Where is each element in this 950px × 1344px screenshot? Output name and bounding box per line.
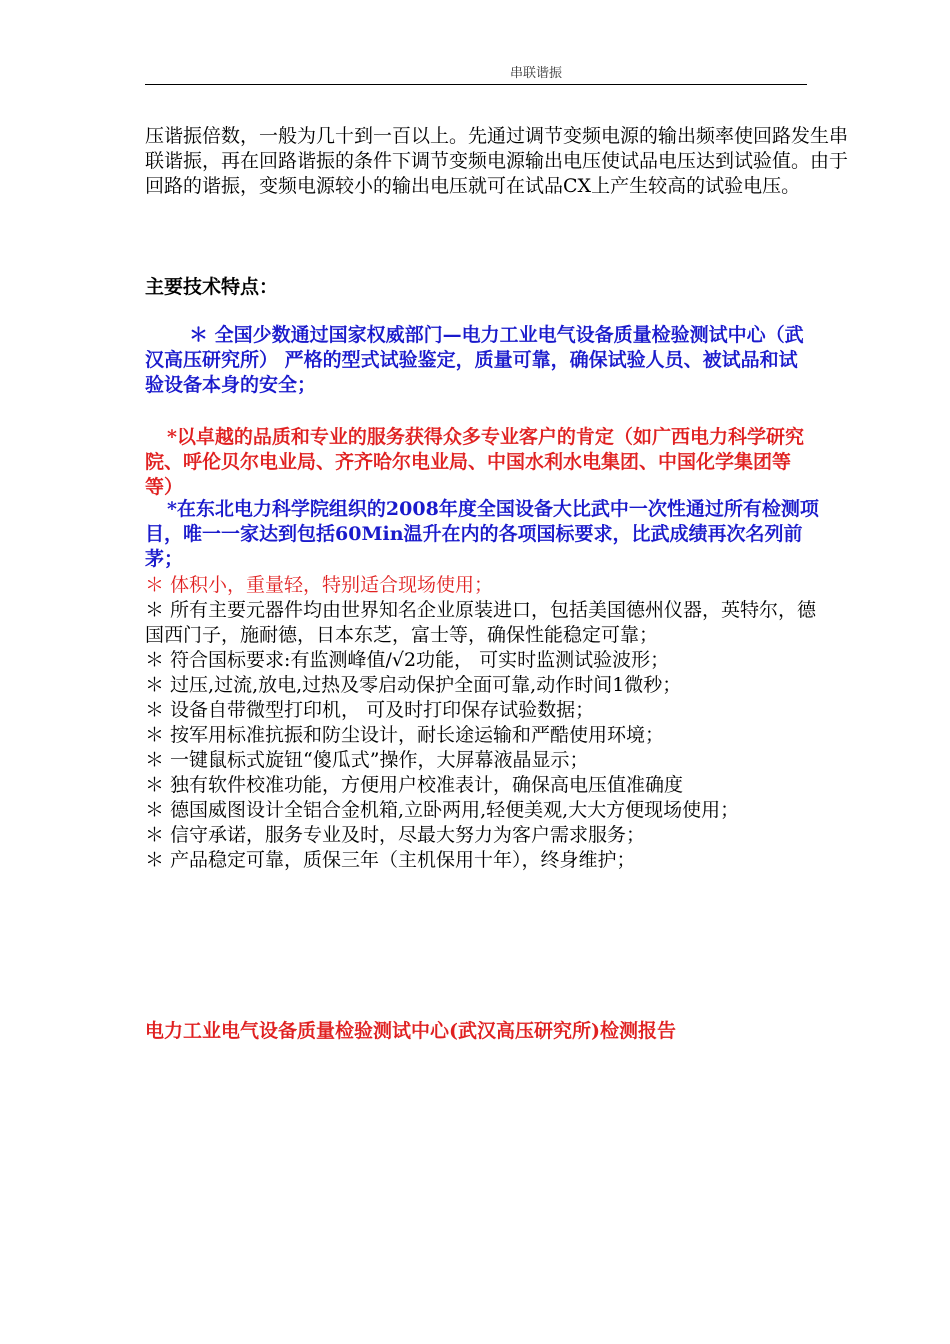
list-item: ＊ 独有软件校准功能，方便用户校准表计，确保高电压值准确度 — [145, 774, 684, 796]
list-item: ＊ 按军用标准抗振和防尘设计，耐长途运输和严酷使用环境； — [145, 724, 665, 746]
header-rule — [145, 84, 807, 85]
list-item: ＊ 符合国标要求:有监测峰值/√2功能， 可实时监测试验波形； — [145, 649, 670, 671]
list-item: ＊ 德国威图设计全铝合金机箱,立卧两用,轻便美观,大大方便现场使用； — [145, 799, 740, 821]
list-item: ＊ 信守承诺，服务专业及时，尽最大努力为客户需求服务； — [145, 824, 646, 846]
intro-paragraph: 压谐振倍数，一般为几十到一百以上。先通过调节变频电源的输出频率使回路发生串联谐振，再在回路谐振的条件下调节变频电源输出电压使试品电压达到试验值。由于回路的谐振，变频电源较小的输出电压就可在试品CX上产生较高的试验电压。 — [145, 125, 849, 197]
feature-customers: *以卓越的品质和专业的服务获得众多专业客户的肯定（如广西电力科学研究院、呼伦贝尔电业局、齐齐哈尔电业局、中国水利水电集团、中国化学集团等等） — [145, 426, 804, 498]
list-item: ＊ 过压,过流,放电,过热及零启动保护全面可靠,动作时间1微秒； — [145, 674, 682, 696]
feature-certification: ＊ 全国少数通过国家权威部门—电力工业电气设备质量检验测试中心（武汉高压研究所） 严格的型式试验鉴定，质量可靠，确保试验人员、被试品和试验设备本身的安全； — [145, 324, 804, 396]
list-item: ＊ 产品稳定可靠，质保三年（主机保用十年），终身维护； — [145, 849, 636, 871]
feature-competition: *在东北电力科学院组织的2008年度全国设备大比武中一次性通过所有检测项目，唯一一家达到包括60Min温升在内的各项国标要求，比武成绩再次名列前茅； — [145, 498, 819, 570]
list-item-compact: ＊ 体积小，重量轻，特别适合现场使用； — [145, 574, 494, 596]
feature-list — [145, 573, 825, 873]
list-item: ＊ 一键鼠标式旋钮“傻瓜式”操作，大屏幕液晶显示； — [145, 749, 589, 771]
report-title: 电力工业电气设备质量检验测试中心(武汉高压研究所)检测报告 — [145, 1020, 676, 1042]
list-item: ＊ 设备自带微型打印机， 可及时打印保存试验数据； — [145, 699, 595, 721]
features-heading: 主要技术特点： — [145, 276, 279, 298]
list-item: ＊ 所有主要元器件均由世界知名企业原装进口，包括美国德州仪器，英特尔，德国西门子，施耐德，日本东芝，富士等，确保性能稳定可靠； — [145, 599, 817, 646]
page-header: 串联谐振 — [509, 66, 562, 81]
